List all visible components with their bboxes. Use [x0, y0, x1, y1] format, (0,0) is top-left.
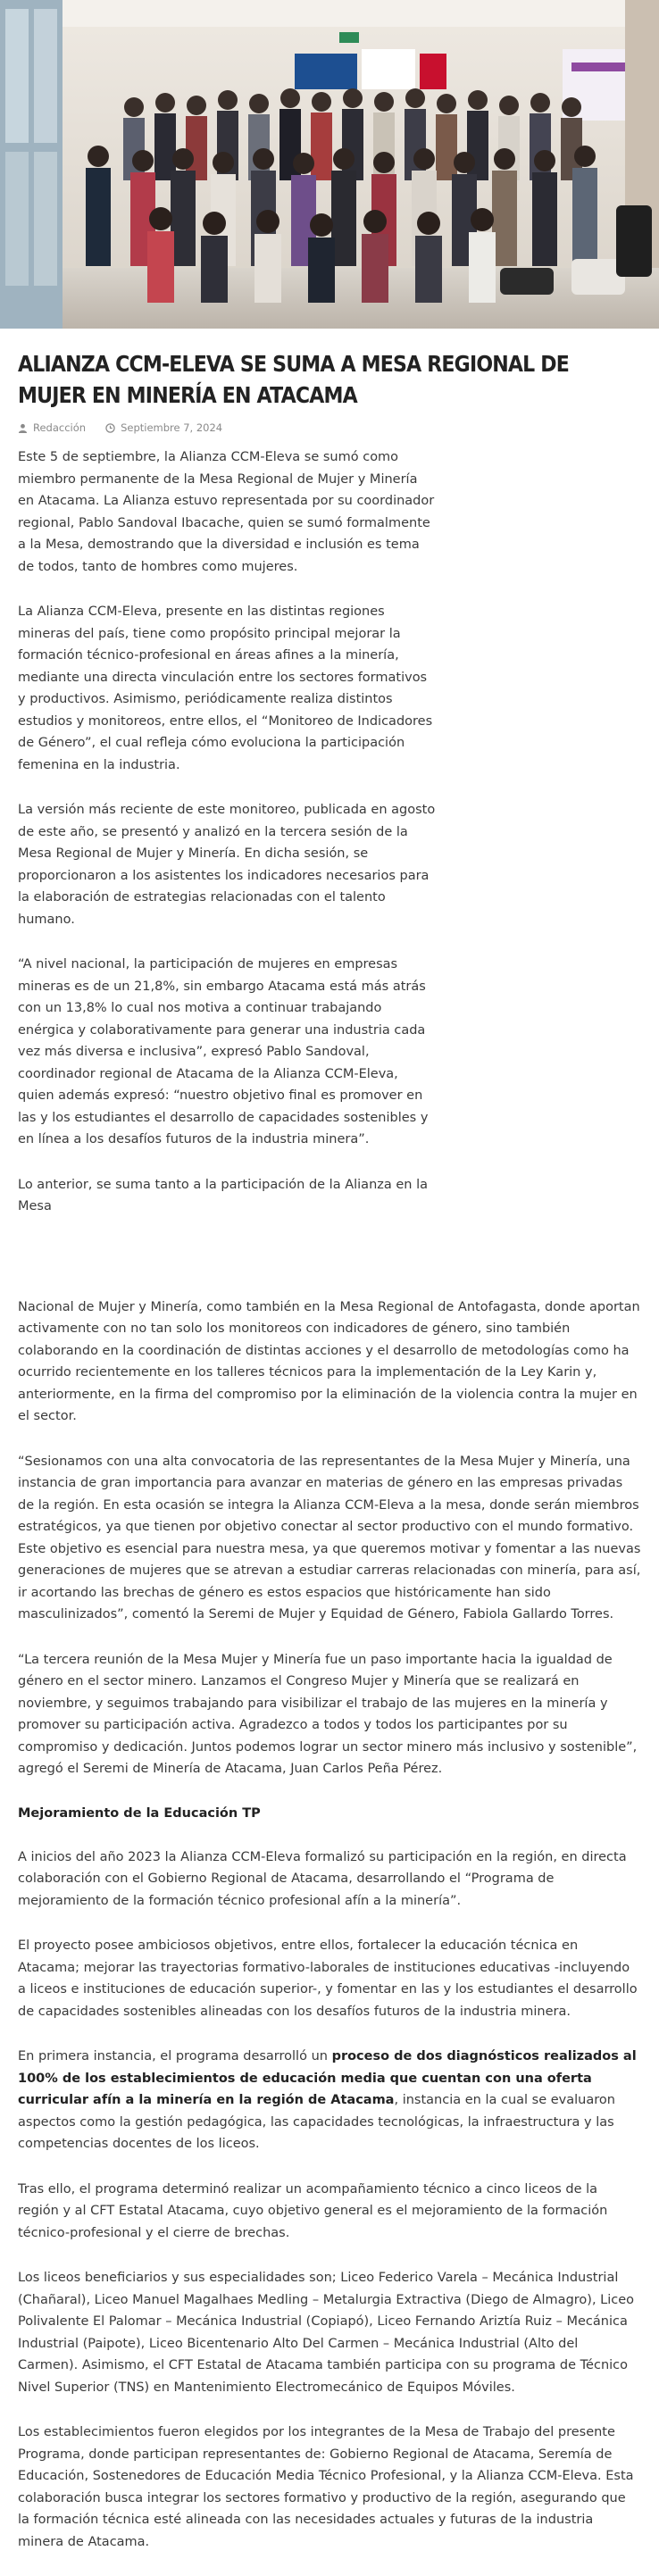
meta-author[interactable] — [18, 421, 86, 434]
paragraph: La Alianza CCM-Eleva, presente en las distintas regiones mineras del país, tiene como propósito principal mejorar la formación técnico-profesional en áreas afines a la minería, mediante una directa vinculación entre los sectores formativos y productivos. Asimismo, periódicamente realiza distintos estudios y monitoreos, entre ellos, el “Monitoreo de Indicadores de Género”, el cual refleja cómo evoluciona la participación femenina en la industria. — [18, 604, 433, 772]
paragraph: Este 5 de septiembre, la Alianza CCM-Eleva se sumó como miembro permanente de la Mesa Regional de Mujer y Minería en Atacama. La Alianza estuvo representada por su coordinador regional, Pablo Sandoval Ibacache, quien se sumó formalmente a la Mesa, demostrando que la diversidad e inclusión es tema de todos, tanto de hombres como mujeres. — [18, 450, 435, 574]
paragraph: A inicios del año 2023 la Alianza CCM-Eleva formalizó su participación en la región, en directa colaboración con el Gobierno Regional de Atacama, desarrollando el “Programa de mejoramiento de la formación técnico profesional afín a la minería”. — [18, 1849, 627, 1908]
paragraph: Tras ello, el programa determinó realizar un acompañamiento técnico a cinco liceos de la región y al CFT Estatal Atacama, cuyo objetivo general es el mejoramiento de la formación técnico-profesional y el cierre de brechas. — [18, 2181, 608, 2240]
paragraph: Los liceos beneficiarios y sus especialidades son; Liceo Federico Varela – Mecánica Industrial (Chañaral), Liceo Manuel Magalhaes Medling – Metalurgia Extractiva (Diego de Almagro), Liceo Polivalente El Palomar – Mecánica Industrial (Copiapó), Liceo Fernando Ariztía Ruiz – Mecánica Industrial (Paipote), Liceo Bicentenario Alto Del Carmen – Mecánica Industrial (Alto del Carmen). Asimismo, el CFT Estatal de Atacama también participa con su programa de Técnico Nivel Superior (TNS) en Mantenimiento Electromecánico de Equipos Móviles. — [18, 2271, 635, 2395]
ad-space — [18, 1241, 641, 1296]
paragraph-with-bold — [18, 2046, 641, 2155]
group-photo-image — [0, 0, 659, 329]
paragraph: Nacional de Mujer y Minería, como también en la Mesa Regional de Antofagasta, donde aportan activamente con no tan solo los monitoreos con indicadores de género, sino también colaborando en la coordinación de distintas acciones y el desarrollo de metodologías como ha ocurrido recientemente en los talleres técnicos para la implementación de la Ley Karin y, anteriormente, en la firma del compromiso por la eliminación de la violencia contra la mujer en el sector. — [18, 1299, 640, 1423]
text-run: , instancia en la cual se evaluaron aspectos como la gestión pedagógica, las capacidades tecnológicas, la infraestructura y las competencias docentes de los liceos. — [18, 2093, 615, 2151]
section-heading: Mejoramiento de la Educación TP — [18, 1805, 261, 1821]
article-title: ALIANZA CCM-ELEVA SE SUMA A MESA REGIONAL DE MUJER EN MINERÍA EN ATACAMA — [18, 351, 570, 408]
paragraph: Los establecimientos fueron elegidos por los integrantes de la Mesa de Trabajo del presente Programa, donde participan representantes de: Gobierno Regional de Atacama, Seremía de Educación, Sostenedores de Educación Media Técnico Profesional, y la Alianza CCM-Eleva. Esta colaboración busca integrar los sectores formativo y productivo de la región, asegurando que la formación técnica esté alineada con las necesidades actuales y futuras de la industria minera de Atacama. — [18, 2425, 634, 2549]
paragraph: Lo anterior, se suma tanto a la participación de la Alianza en la Mesa — [18, 1177, 428, 1213]
article-body-column — [18, 446, 438, 1218]
bold-text: proceso de dos diagnósticos realizados al 100% de los establecimientos de educación media que cuentan con una oferta curricular afín a la minería en la región de Atacama — [18, 2049, 637, 2107]
publish-date: Septiembre 7, 2024 — [121, 421, 223, 434]
text-run: En primera instancia, el programa desarrolló un — [18, 2049, 332, 2063]
hero-photo — [0, 0, 659, 329]
meta-date — [105, 421, 222, 434]
clock-icon — [105, 423, 115, 433]
paragraph: El proyecto posee ambiciosos objetivos, entre ellos, fortalecer la educación técnica en Atacama; mejorar las trayectorias formativo-laborales de instituciones educativas -incluyendo a liceos e instituciones de educación superior-, y fomentar en las y los estudiantes el desarrollo de capacidades sostenibles alineadas con los desafíos futuros de la industria minera. — [18, 1938, 638, 2019]
paragraph: “La tercera reunión de la Mesa Mujer y Minería fue un paso importante hacia la igualdad de género en el sector minero. Lanzamos el Congreso Mujer y Minería que se realizará en noviembre, y seguimos trabajando para visibilizar el trabajo de las mujeres en la minería y promover su participación activa. Agradezco a todos y todos los participantes por su compromiso y dedicación. Juntos podemos lograr un sector minero más inclusivo y sostenible”, agregó el Seremi de Minería de Atacama, Juan Carlos Peña Pérez. — [18, 1652, 638, 1776]
author-name[interactable]: Redacción — [33, 421, 87, 434]
article-body-full — [18, 1296, 641, 2554]
article-meta — [18, 421, 641, 434]
paragraph: “Sesionamos con una alta convocatoria de las representantes de la Mesa Mujer y Minería, una instancia de gran importancia para avanzar en materias de género en las empresas privadas de la región. En esta ocasión se integra la Alianza CCM-Eleva a la mesa, donde serán miembros estratégicos, ya que tienen por objetivo conectar al sector productivo con el mundo formativo. Este objetivo es esencial para nuestra mesa, ya que queremos motivar y fomentar a las nuevas generaciones de mujeres que se atrevan a estudiar carreras relacionadas con minería, para así, ir acortando las brechas de género es estos espacios que históricamente han sido masculinizados”, comentó la Seremi de Mujer y Equidad de Género, Fabiola Gallardo Torres. — [18, 1454, 641, 1621]
paragraph: La versión más reciente de este monitoreo, publicada en agosto de este año, se presentó y analizó en la tercera sesión de la Mesa Regional de Mujer y Minería. En dicha sesión, se proporcionaron a los asistentes los indicadores necesarios para la elaboración de estrategias relacionadas con el talento humano. — [18, 803, 436, 927]
user-icon — [18, 423, 28, 433]
paragraph: “A nivel nacional, la participación de mujeres en empresas mineras es de un 21,8%, sin embargo Atacama está más atrás con un 13,8% lo cual nos motiva a continuar trabajando enérgica y colaborativamente para generar una industria cada vez más diversa e inclusiva”, expresó Pablo Sandoval, coordinador regional de Atacama de la Alianza CCM-Eleva, quien además expresó: “nuestro objetivo final es promover en las y los estudiantes el desarrollo de capacidades sostenibles y en línea a los desafíos futuros de la industria minera”. — [18, 957, 429, 1146]
